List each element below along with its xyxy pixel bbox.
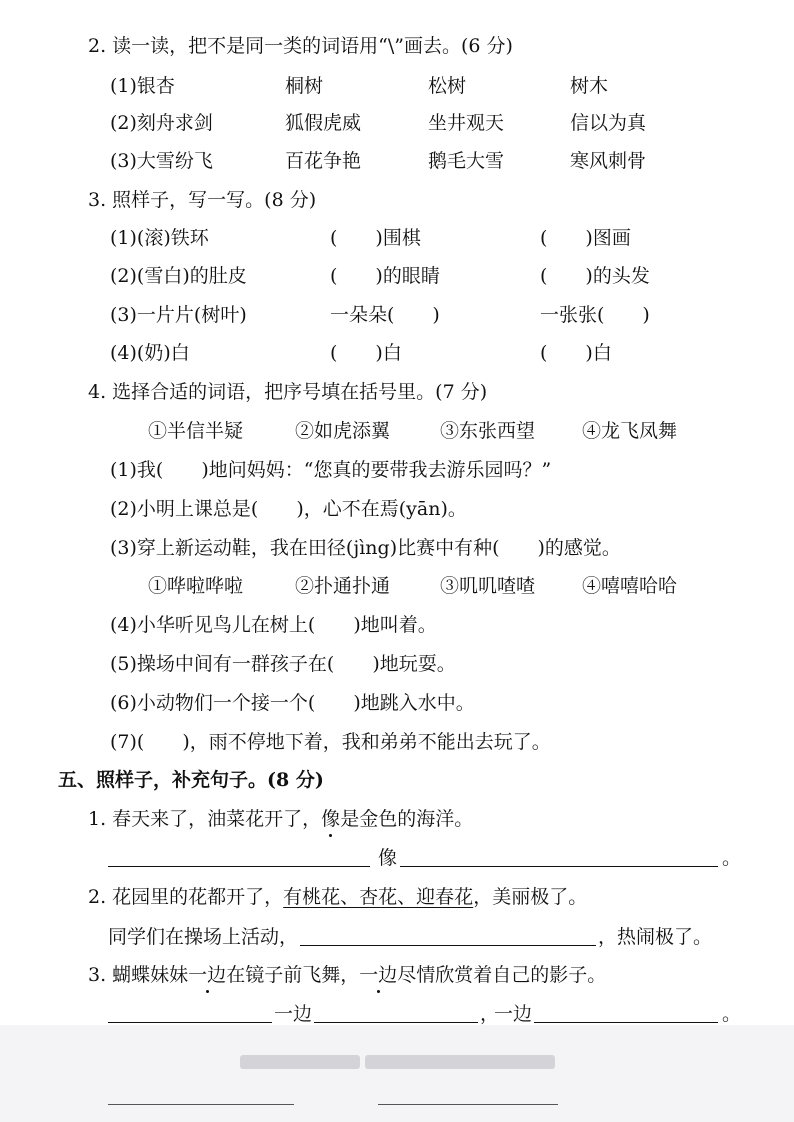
q2-r2-c3: 坐井观天 <box>428 112 505 134</box>
q2-title: 2. 读一读，把不是同一类的词语用“\”画去。(6 分) <box>88 35 513 57</box>
q4-item-5[interactable]: (5)操场中间有一群孩子在( )地玩耍。 <box>110 653 456 675</box>
q2-r3-c1: (3)大雪纷飞 <box>110 150 213 172</box>
s5-e2-fill-post: ，热闹极了。 <box>598 926 713 948</box>
q4-item-3[interactable]: (3)穿上新运动鞋，我在田径(jìng)比赛中有种( )的感觉。 <box>110 537 621 559</box>
q3-r1-c3[interactable]: ( )图画 <box>540 227 631 249</box>
q4-item-6[interactable]: (6)小动物们一个接一个( )地跳入水中。 <box>110 692 475 714</box>
q3-r4-c1: (4)(奶)白 <box>110 342 190 364</box>
s5-e2-fill-pre: 同学们在操场上活动， <box>108 926 299 948</box>
q3-r2-c1: (2)(雪白)的肚皮 <box>110 265 247 287</box>
s5-e3-mid-2: 一边 <box>494 1003 533 1025</box>
q2-r1-c4: 树木 <box>570 75 609 97</box>
s5-e1-blank-2[interactable] <box>400 866 718 867</box>
q4-item-1[interactable]: (1)我( )地问妈妈：“您真的要带我去游乐园吗？” <box>110 459 552 481</box>
q4-option-4: ④龙飞凤舞 <box>582 420 678 442</box>
s5-e3-mid-1: 一边 <box>274 1003 313 1025</box>
q3-r3-c3[interactable]: 一张张( ) <box>540 304 650 326</box>
s5-e1-blank-1[interactable] <box>108 866 370 867</box>
obscured-blank-2 <box>378 1104 558 1105</box>
q4-option-6: ②扑通扑通 <box>295 575 391 597</box>
q2-r2-c2: 狐假虎威 <box>285 112 362 134</box>
q3-r4-c3[interactable]: ( )白 <box>540 342 612 364</box>
s5-e3-blank-1[interactable] <box>108 1022 272 1023</box>
q3-r3-c1: (3)一片片(树叶) <box>110 304 247 326</box>
q4-option-3: ③东张西望 <box>440 420 536 442</box>
obscured-footer-band <box>0 1025 794 1122</box>
s5-e1-end: 。 <box>722 847 742 869</box>
q4-option-1: ①半信半疑 <box>148 420 244 442</box>
q4-title: 4. 选择合适的词语，把序号填在括号里。(7 分) <box>88 381 488 403</box>
q3-r2-c2[interactable]: ( )的眼睛 <box>330 265 440 287</box>
q2-r1-c3: 松树 <box>428 75 467 97</box>
s5-e3-end: 。 <box>722 1003 742 1025</box>
q2-r3-c2: 百花争艳 <box>285 150 362 172</box>
q3-title: 3. 照样子，写一写。(8 分) <box>88 189 317 211</box>
q3-r1-c1: (1)(滚)铁环 <box>110 227 209 249</box>
q3-r2-c3[interactable]: ( )的头发 <box>540 265 650 287</box>
s5-e3-comma: ， <box>480 1003 500 1025</box>
q4-option-2: ②如虎添翼 <box>295 420 391 442</box>
s5-example-3: 3. 蝴蝶妹妹一边在镜子前飞舞，一边尽情欣赏着自己的影子。 <box>88 964 607 986</box>
s5-e1-mid: 像 <box>378 847 398 869</box>
s5-e3-blank-3[interactable] <box>534 1022 718 1023</box>
q3-r3-c2[interactable]: 一朵朵( ) <box>330 304 440 326</box>
obscured-blank-1 <box>108 1104 294 1105</box>
q4-option-5: ①哗啦哗啦 <box>148 575 244 597</box>
q2-r3-c4: 寒风刺骨 <box>570 150 647 172</box>
q4-option-8: ④嘻嘻哈哈 <box>582 575 678 597</box>
q2-r3-c3: 鹅毛大雪 <box>428 150 505 172</box>
q2-r2-c4: 信以为真 <box>570 112 647 134</box>
q4-item-4[interactable]: (4)小华听见鸟儿在树上( )地叫着。 <box>110 614 437 636</box>
s5-example-1: 1. 春天来了，油菜花开了，像是金色的海洋。 <box>88 808 474 830</box>
section-5-title: 五、照样子，补充句子。(8 分) <box>58 769 324 791</box>
blurred-region-1 <box>240 1055 360 1069</box>
q2-r1-c1: (1)银杏 <box>110 75 175 97</box>
s5-e2-blank[interactable] <box>300 945 596 946</box>
q3-r4-c2[interactable]: ( )白 <box>330 342 402 364</box>
q2-r2-c1: (2)刻舟求剑 <box>110 112 213 134</box>
q4-item-2[interactable]: (2)小明上课总是( )，心不在焉(yān)。 <box>110 498 467 520</box>
blurred-region-2 <box>365 1055 555 1069</box>
s5-e3-blank-2[interactable] <box>314 1022 478 1023</box>
s5-example-2: 2. 花园里的花都开了，有桃花、杏花、迎春花，美丽极了。 <box>88 886 588 908</box>
q4-item-7[interactable]: (7)( )，雨不停地下着，我和弟弟不能出去玩了。 <box>110 731 551 753</box>
q2-r1-c2: 桐树 <box>285 75 324 97</box>
q3-r1-c2[interactable]: ( )围棋 <box>330 227 421 249</box>
q4-option-7: ③叽叽喳喳 <box>440 575 536 597</box>
